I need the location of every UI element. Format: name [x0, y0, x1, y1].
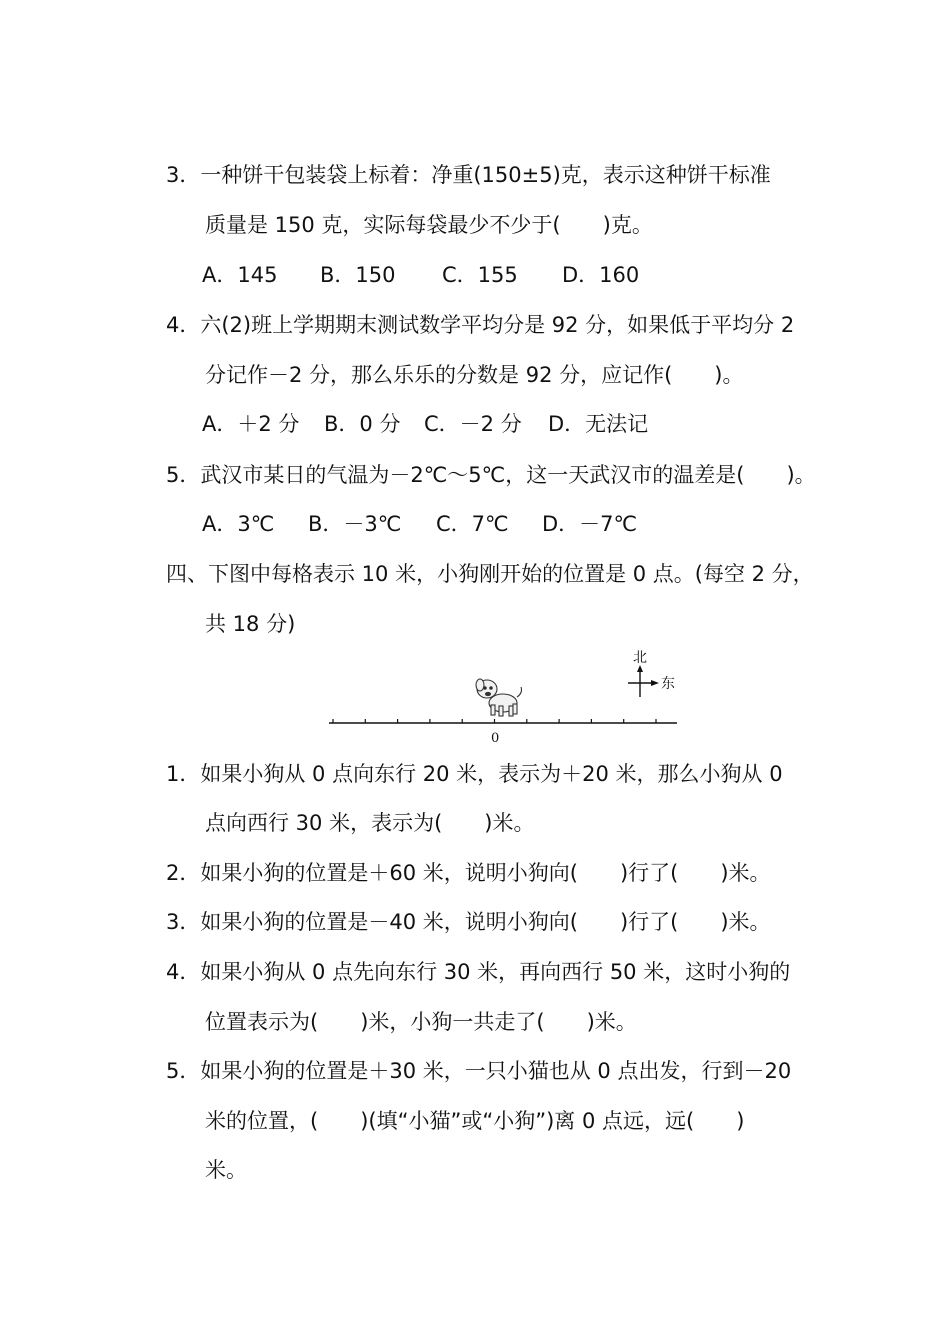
choice-b: B．0 分: [324, 412, 401, 436]
s4-question-2: 2．如果小狗的位置是＋60 米，说明小狗向( )行了( )米。: [166, 861, 771, 885]
question-3-choices: [202, 261, 639, 289]
number-line-figure: [325, 645, 685, 745]
choice-c: C．155: [442, 263, 518, 287]
s4-question-1-line-2: 点向西行 30 米，表示为( )米。: [205, 811, 535, 835]
s4-question-3: 3．如果小狗的位置是－40 米，说明小狗向( )行了( )米。: [166, 910, 771, 934]
choice-d: D．160: [562, 263, 640, 287]
s4-question-1-line-1: 1．如果小狗从 0 点向东行 20 米，表示为＋20 米，那么小狗从 0: [166, 762, 783, 786]
choice-a: A．145: [202, 263, 278, 287]
choice-b: B．－3℃: [308, 512, 402, 536]
question-3-line-1: 3．一种饼干包装袋上标着：净重(150±5)克，表示这种饼干标准: [166, 163, 771, 187]
s4-question-4-line-2: 位置表示为( )米，小狗一共走了( )米。: [205, 1010, 637, 1034]
dog-icon: [476, 679, 522, 716]
compass-icon: [628, 665, 659, 697]
choice-d: D．无法记: [548, 412, 649, 436]
s4-question-5-line-3: 米。: [205, 1158, 247, 1182]
choice-a: A．3℃: [202, 512, 275, 536]
s4-question-5-line-1: 5．如果小狗的位置是＋30 米，一只小猫也从 0 点出发，行到－20: [166, 1059, 792, 1083]
section-4-heading-line-1: 四、下图中每格表示 10 米，小狗刚开始的位置是 0 点。(每空 2 分，: [166, 562, 814, 586]
question-4-line-1: 4．六(2)班上学期期末测试数学平均分是 92 分，如果低于平均分 2: [166, 313, 795, 337]
compass-east-label: 东: [661, 676, 675, 692]
s4-question-5-line-2: 米的位置，( )(填“小猫”或“小狗”)离 0 点远，远( ): [205, 1109, 745, 1133]
question-4-line-2: 分记作－2 分，那么乐乐的分数是 92 分，应记作( )。: [205, 363, 744, 387]
question-5-line-1: 5．武汉市某日的气温为－2℃～5℃，这一天武汉市的温差是( )。: [166, 463, 816, 487]
section-4-heading-line-2: 共 18 分): [205, 612, 296, 636]
zero-label: 0: [491, 731, 500, 745]
choice-b: B．150: [320, 263, 396, 287]
question-3-line-2: 质量是 150 克，实际每袋最少不少于( )克。: [205, 213, 653, 237]
s4-question-4-line-1: 4．如果小狗从 0 点先向东行 30 米，再向西行 50 米，这时小狗的: [166, 960, 791, 984]
question-5-choices: [202, 510, 637, 538]
choice-d: D．－7℃: [542, 512, 638, 536]
choice-c: C．7℃: [436, 512, 509, 536]
choice-c: C．－2 分: [424, 412, 522, 436]
question-4-choices: [202, 410, 648, 438]
choice-a: A．＋2 分: [202, 412, 300, 436]
compass-north-label: 北: [633, 650, 647, 666]
